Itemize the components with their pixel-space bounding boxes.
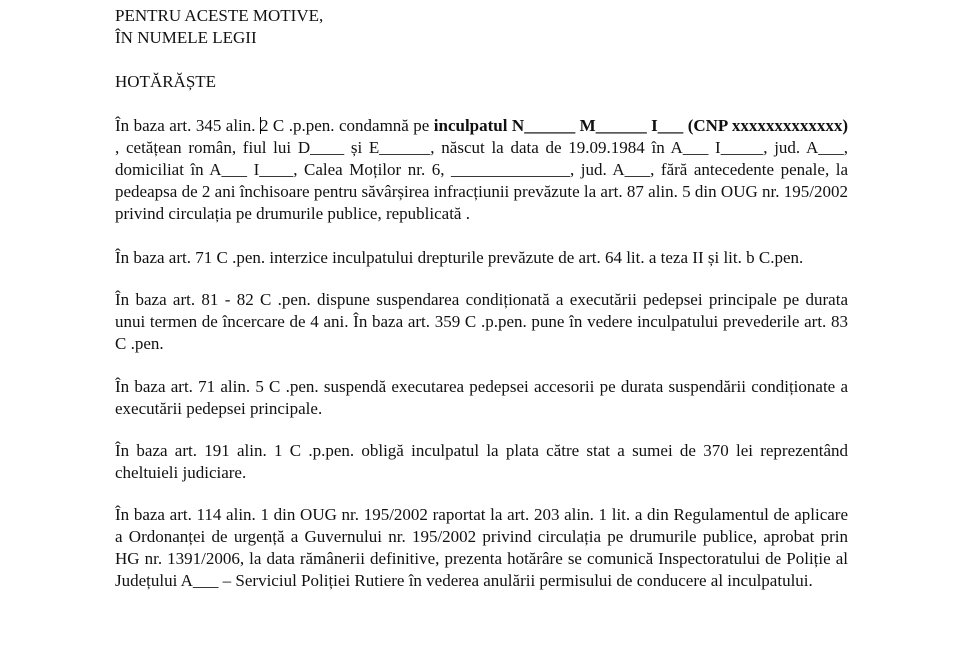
document-body <box>115 5 848 592</box>
ruling-title: HOTĂRĂȘTE <box>115 72 217 91</box>
heading-law: ÎN NUMELE LEGII <box>115 28 257 47</box>
paragraph-suspension[interactable]: În baza art. 81 - 82 C .pen. dispune suspendarea condiționată a executării pedepsei principale pe durata unui termen de încercare de 4 ani. În baza art. 359 C .p.pen. pune în vedere inculpatului prevederile art. 83 C .pen. <box>115 290 848 353</box>
heading-block <box>115 5 848 49</box>
paragraph-court-costs[interactable]: În baza art. 191 alin. 1 C .p.pen. obligă inculpatul la plata către stat a sumei de 370 lei reprezentând cheltuieli judiciare. <box>115 441 848 482</box>
paragraph-sentence[interactable] <box>115 115 848 225</box>
paragraph-rights-ban[interactable]: În baza art. 71 C .pen. interzice inculpatului drepturile prevăzute de art. 64 lit. a teza II și lit. b C.pen. <box>115 248 804 267</box>
paragraph-accessory-suspension[interactable]: În baza art. 71 alin. 5 C .pen. suspendă executarea pedepsei accesorii pe durata suspendării condiționate a executării pedepsei principale. <box>115 377 848 418</box>
paragraph-sentence-text-c: , cetățean român, fiul lui D____ și E______, născut la data de 19.09.1984 în A___ I_____, jud. A___, domiciliat în A___ I____, Calea Moților nr. 6, ______________, jud. A___, fără antecedente penale, la pedeapsa de 2 ani închisoare pentru săvârșirea infracțiunii prevăzute la art. 87 alin. 5 din OUG nr. 195/2002 privind circulația pe drumurile publice, republicată . <box>115 138 848 223</box>
paragraph-sentence-text-a: În baza art. 345 alin. <box>115 116 260 135</box>
heading-motive: PENTRU ACESTE MOTIVE, <box>115 6 324 25</box>
defendant-name: inculpatul N______ M______ I___ (CNP xxxxxxxxxxxxx) <box>433 116 848 135</box>
paragraph-sentence-text-b: 2 C .p.pen. condamnă pe <box>259 116 434 135</box>
paragraph-license-communication[interactable]: În baza art. 114 alin. 1 din OUG nr. 195/2002 raportat la art. 203 alin. 1 lit. a din Regulamentul de aplicare a Ordonanței de urgență a Guvernului nr. 195/2002 privind circulația pe drumurile publice, aprobat prin HG nr. 1391/2006, la data rămânerii definitive, prezenta hotărâre se comunică Inspectoratului de Poliție al Județului A___ – Serviciul Poliției Rutiere în vederea anulării permisului de conducere al inculpatului. <box>115 505 848 590</box>
